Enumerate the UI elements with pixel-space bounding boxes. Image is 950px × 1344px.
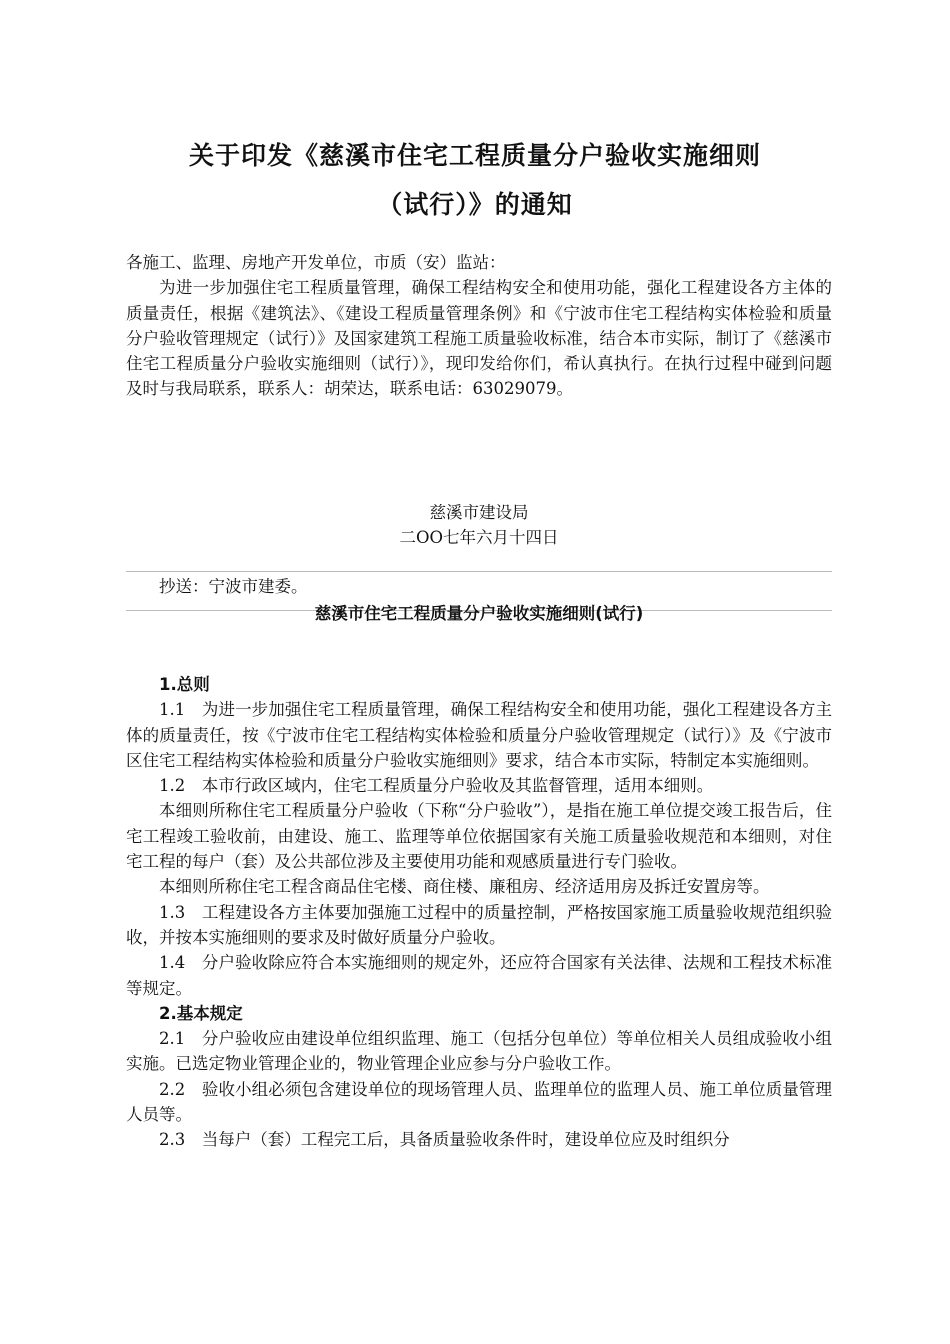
notice-title-line-2: （试行）》的通知 bbox=[377, 190, 573, 219]
clause-1-2-scope: 本细则所称住宅工程含商品住宅楼、商住楼、廉租房、经济适用房及拆迁安置房等。 bbox=[159, 877, 770, 897]
clause-1-4: 1.4 分户验收除应符合本实施细则的规定外，还应符合国家有关法律、法规和工程技术标准等规定。 bbox=[126, 953, 832, 998]
notice-paragraph: 为进一步加强住宅工程质量管理，确保工程结构安全和使用功能，强化工程建设各方主体的质量责任，根据《建筑法》、《建设工程质量管理条例》和《宁波市住宅工程结构实体检验和质量分户验收管理规定（试行）》及国家建筑工程施工质量验收标准，结合本市实际，制订了《慈溪市住宅工程质量分户验收实施细则（试行）》，现印发给你们，希认真执行。在执行过程中碰到问题及时与我局联系，联系人：胡荣达，联系电话：63029079。 bbox=[126, 278, 832, 399]
clause-2-2: 2.2 验收小组必须包含建设单位的现场管理人员、监理单位的监理人员、施工单位质量管理人员等。 bbox=[126, 1079, 832, 1125]
notice-title-line-1: 关于印发《慈溪市住宅工程质量分户验收实施细则 bbox=[188, 141, 761, 170]
notice-recipients: 各施工、监理、房地产开发单位，市质（安）监站： bbox=[126, 253, 506, 272]
notice-body bbox=[126, 250, 832, 402]
clause-1-1: 1.1 为进一步加强住宅工程质量管理，确保工程结构安全和使用功能，强化工程建设各方主体的质量责任，按《宁波市住宅工程结构实体检验和质量分户验收管理规定（试行）》及《宁波市区住宅工程结构实体检验和质量分户验收实施细则》要求，结合本市实际，特制定本实施细则。 bbox=[126, 700, 832, 770]
clause-2-1: 2.1 分户验收应由建设单位组织监理、施工（包括分包单位）等单位相关人员组成验收小组实施。已选定物业管理企业的，物业管理企业应参与分户验收工作。 bbox=[126, 1029, 832, 1074]
cc-line-wrap bbox=[126, 574, 832, 599]
issuer-name: 慈溪市建设局 bbox=[429, 503, 529, 522]
section-heading-2: 2.基本规定 bbox=[159, 1003, 243, 1023]
clause-1-2: 1.2 本市行政区域内，住宅工程质量分户验收及其监督管理，适用本细则。 bbox=[159, 776, 714, 796]
clause-1-3: 1.3 工程建设各方主体要加强施工过程中的质量控制，严格按国家施工质量验收规范组织验收，并按本实施细则的要求及时做好质量分户验收。 bbox=[126, 902, 832, 947]
clause-1-2-definition: 本细则所称住宅工程质量分户验收（下称“分户验收”），是指在施工单位提交竣工报告后，住宅工程竣工验收前，由建设、施工、监理等单位依据国家有关施工质量验收规范和本细则，对住宅工程的每户（套）及公共部位涉及主要使用功能和观感质量进行专门验收。 bbox=[126, 801, 832, 872]
section-heading-1: 1.总则 bbox=[159, 675, 210, 694]
rules-body bbox=[126, 672, 832, 1153]
divider-top bbox=[126, 571, 832, 572]
rules-title: 慈溪市住宅工程质量分户验收实施细则(试行) bbox=[314, 604, 644, 623]
cc-line: 抄送：宁波市建委。 bbox=[159, 577, 308, 596]
issue-date: 二OO七年六月十四日 bbox=[399, 528, 559, 548]
notice-signature bbox=[126, 500, 832, 551]
clause-2-3: 2.3 当每户（套）工程完工后，具备质量验收条件时，建设单位应及时组织分 bbox=[159, 1130, 730, 1150]
